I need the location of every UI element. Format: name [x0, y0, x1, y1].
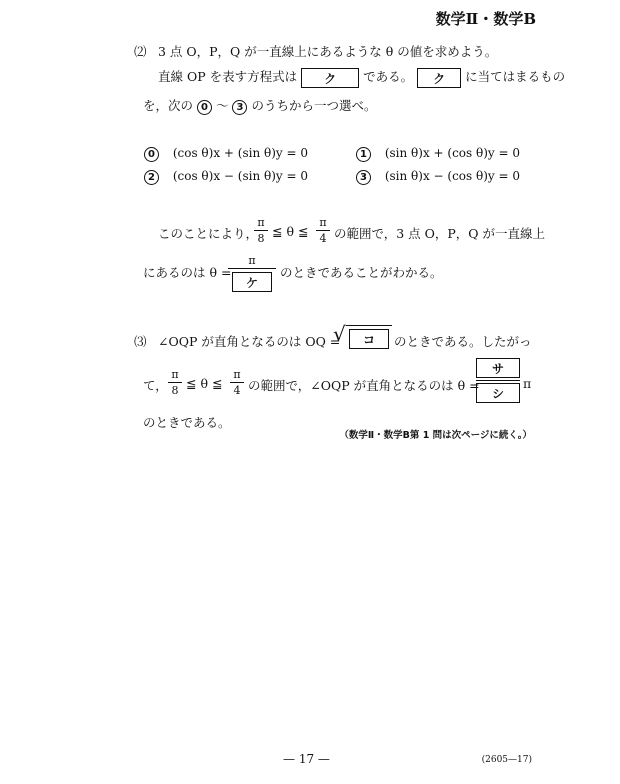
choice-1-text: (sin θ)x + (cos θ)y = 0: [384, 146, 521, 160]
q2-line5-post: のときであることがわかる。: [280, 265, 443, 280]
q3-line1-post: のときである。したがっ: [394, 334, 532, 349]
q2-line2-mid: である。: [363, 69, 414, 84]
answer-box-ku-ref[interactable]: ク: [417, 68, 461, 88]
fraction-pi-over-8: [254, 216, 268, 245]
page-code: (2605—17): [481, 755, 532, 765]
range-tilde: ～: [215, 98, 229, 113]
q3-line1-pre: ∠OQP が直角となるのは OQ =: [158, 334, 341, 349]
fraction-numerator: π: [257, 216, 265, 229]
fraction-numerator: π: [319, 216, 327, 229]
choice-2-text: (cos θ)x − (sin θ)y = 0: [172, 169, 309, 183]
q3-inequality: ≦ θ ≦: [186, 376, 223, 391]
choice-0-mark-icon: 0: [144, 147, 159, 162]
answer-box-shi[interactable]: シ: [476, 383, 520, 403]
q3-line2-pre: て，: [143, 378, 168, 393]
fraction-denominator: 8: [171, 384, 179, 397]
choice-3[interactable]: [356, 169, 520, 185]
q2-line3-post: のうちから一つ選べ。: [251, 98, 377, 113]
q3-pi-symbol: π: [523, 376, 532, 391]
choice-1[interactable]: [356, 146, 520, 162]
q2-line2-pre: 直線 OP を表す方程式は: [158, 69, 298, 84]
fraction-numerator: π: [171, 368, 179, 381]
choice-0[interactable]: [144, 146, 308, 162]
sqrt-vinculum: [346, 325, 392, 326]
answer-box-ku[interactable]: ク: [301, 68, 359, 88]
fraction-pi-over-4: [316, 216, 330, 245]
fraction-denominator: 4: [233, 384, 241, 397]
q2-line5-pre: にあるのは θ =: [143, 265, 232, 280]
page-header-title: 数学Ⅱ・数学B: [435, 10, 536, 28]
fraction-sa-over-shi: [476, 358, 520, 403]
fraction-pi-over-4: [230, 368, 244, 397]
choice-2-mark-icon: 2: [144, 170, 159, 185]
choice-range-end-icon: 3: [232, 100, 247, 115]
fraction-pi-over-ke: [228, 254, 276, 292]
fraction-denominator: 4: [319, 232, 327, 245]
continue-note: （数学Ⅱ・数学B第 1 問は次ページに続く。）: [339, 430, 532, 441]
choice-3-mark-icon: 3: [356, 170, 371, 185]
q2-number: ⑵: [134, 44, 147, 59]
choice-0-text: (cos θ)x + (sin θ)y = 0: [172, 146, 309, 160]
q2-line3-pre: を，次の: [143, 98, 194, 113]
page-number: — 17 —: [283, 752, 330, 766]
q2-line3: [143, 96, 376, 115]
q3-line2-mid: の範囲で，∠OQP が直角となるのは θ =: [248, 378, 480, 393]
q3-number: ⑶: [134, 334, 147, 349]
q2-inequality: ≦ θ ≦: [272, 224, 309, 239]
q2-line1: 3 点 O，P，Q が一直線上にあるような θ の値を求めよう。: [158, 44, 498, 59]
q2-line4-pre: このことにより，: [158, 226, 259, 241]
choice-range-start-icon: 0: [197, 100, 212, 115]
answer-box-ke[interactable]: ケ: [232, 272, 272, 292]
choice-1-mark-icon: 1: [356, 147, 371, 162]
q2-line2: [158, 67, 565, 88]
sqrt-symbol: √: [333, 322, 346, 346]
choice-2[interactable]: [144, 169, 308, 185]
fraction-numerator: π: [233, 368, 241, 381]
fraction-numerator: π: [248, 254, 256, 267]
answer-box-sa[interactable]: サ: [476, 358, 520, 378]
fraction-pi-over-8: [168, 368, 182, 397]
fraction-denominator: 8: [257, 232, 265, 245]
choice-3-text: (sin θ)x − (cos θ)y = 0: [384, 169, 521, 183]
q3-line3: のときである。: [143, 415, 231, 430]
q2-line4-post: の範囲で，3 点 O，P，Q が一直線上: [334, 226, 546, 241]
q2-line2-post: に当てはまるもの: [465, 69, 566, 84]
answer-box-ko[interactable]: コ: [349, 329, 389, 349]
